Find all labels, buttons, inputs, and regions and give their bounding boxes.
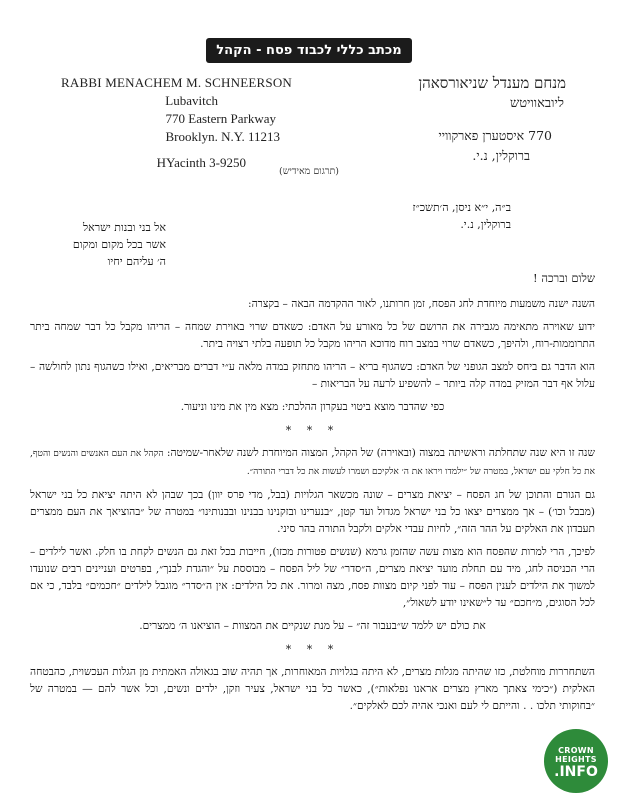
logo-text-top: CROWN HEIGHTS	[555, 746, 597, 764]
crownheights-logo	[544, 729, 608, 793]
date-line: ב״ה, י״א ניסן, ה׳תשכ״ז	[412, 201, 511, 214]
letterhead-name-en: RABBI MENACHEM M. SCHNEERSON	[61, 75, 292, 90]
logo-text-bottom: .INFO	[554, 764, 598, 780]
paragraph	[30, 445, 595, 481]
inline-note: הקהל את העם האנשים והנשים והטף, את כל חלקי עם ישראל, במטרה של ״ילמדו ויראו את ה׳ אלקיכם ושמרו לעשות את כל דברי התורה״.	[30, 449, 595, 477]
letterhead-city-en: Lubavitch	[165, 93, 218, 108]
letterhead-hebrew	[336, 72, 566, 166]
date-block	[413, 199, 511, 233]
paragraph: לפיכך, הרי למרות שהפסח הוא מצות עשה שהזמן גרמא (שנשים פטורות מכזו), חייבות בכל זאת גם הנשים לקחת בו חלק. ואשר לילדים – הרי הכניסה לחג, מיד עם תחלת מועד יציאת מצרים, ה״סדר״ של ליל הפסח – מבוססת על ״והגדת לבנך״, בפרטים ועניינים רבים שנועדו למשוך את הילדים לענין הפסח – עוד לפני קיום מצוות פסח, מצה ומרור. את כל הילדים: אין ה״סדר״ מוגבל לילדים ״חכמים״ בלבד, כי אם לכל הסוגים, מ״חכם״ עד ל״שאינו יודע לשאול״,	[30, 546, 595, 609]
paragraph: ידוע שאוירה מתאימה מגבירה את הרושם של כל מאורע על האדם: כשאדם שרוי באוירת שמחה – הריהו מקבל כל דבר שמחה ביתר התרוממות-רוח, ולהיפך, כשאדם שרוי במצב רוח מדוכא הריהו מקבל כל תופעה בלתי רצויה ביתר.	[30, 321, 595, 350]
letterhead-town-he: ברוקלין, נ.י.	[472, 148, 530, 163]
section-divider: * * *	[285, 424, 340, 437]
paragraph: את כולם יש ללמד ש״בעבור זה״ – על מנת שנקיים את המצוות – הוציאנו ה׳ ממצרים.	[139, 620, 486, 632]
greeting: שלום וברכה !	[533, 271, 595, 285]
paragraph-text: שנה זו היא שנה שתחלתה וראשיתה במצוה (ובאוירה) של הקהל, המצוה המיוחדת לשנה שלאחר-שמיטה:	[166, 447, 595, 459]
letterhead-phone: HYacinth 3-9250	[156, 155, 246, 170]
letterhead-english	[52, 74, 292, 172]
letterhead-town-en: Brooklyn. N.Y. 11213	[165, 129, 280, 144]
addressee-line: ה׳ עליהם יחיו	[107, 255, 166, 268]
section-divider: * * *	[285, 643, 340, 656]
addressee-line: אשר בכל מקום ומקום	[72, 238, 166, 251]
letter-body	[30, 270, 595, 721]
addressee-line: אל בני ובנות ישראל	[82, 221, 166, 234]
letterhead-name-he: מנחם מענדל שניאורסאהן	[418, 74, 566, 92]
paragraph: גם הגורם והתוכן של חג הפסח – יציאת מצרים – שונה מכשאר הגלויות (בבל, מדי פרס יוון) בכך שבהן לא היתה יציאת כל בני ישראל (מבבל וכו׳) – אך ממצרים יצאו כל בני ישראל מגדול ועד קטן, ״בנערינו ובזקנינו בבנינו ובבנותינו״ במטרה של ״בהוציאך את העם ממצרים תעבדון את האלקים על ההר הזה״, לחיות עבדי אלקים ולקבל התורה בהר סיני.	[30, 489, 595, 535]
place-line: ברוקלין, נ.י.	[460, 218, 511, 231]
translation-note: (תרגום מאידיש)	[279, 166, 339, 177]
letterhead-street-he: 770 איסטערן פארקוויי	[438, 128, 552, 143]
letterhead-street-en: 770 Eastern Parkway	[165, 111, 276, 126]
addressee-block	[16, 219, 166, 270]
paragraph: הוא הדבר גם ביחס למצב הגופני של האדם: כשהגוף בריא – הריהו מתחזק במדה מלאה ע״י דברים מבריאים, ואילו כשהגוף נתון לחולשה – עלול אף דבר המזיק במדה קלה ביותר – להשפיע לרעה על הבריאות –	[30, 361, 595, 390]
letterhead-city-he: ליובאוויטש	[510, 96, 564, 111]
paragraph: השנה ישנה משמעות מיוחדת לחג הפסח, זמן חרותנו, לאור ההקדמה הבאה – בקצרה:	[248, 298, 595, 310]
page-title: מכתב כללי לכבוד פסח - הקהל	[206, 38, 412, 63]
paragraph: כפי שהדבר מוצא ביטוי בעקרון ההלכתי: מצא מין את מינו וניעור.	[180, 401, 445, 413]
paragraph: השתחררות מוחלטת, כזו שהיתה מגלות מצרים, לא היתה בגלויות המאוחרות, אך תהיה שוב בגאולה האמתית מן הגלות העכשוית, כהבטחה האלקית (״כימי צאתך מארץ מצרים אראנו נפלאות״), כאשר כל בני ישראל, צעיר וזקן, ילדים ונשים, וכל אשר להם — במטרה של ״בחוקותי תלכו . . והייתם לי לעם ואנכי אהיה לכם לאלקים״.	[30, 666, 595, 712]
